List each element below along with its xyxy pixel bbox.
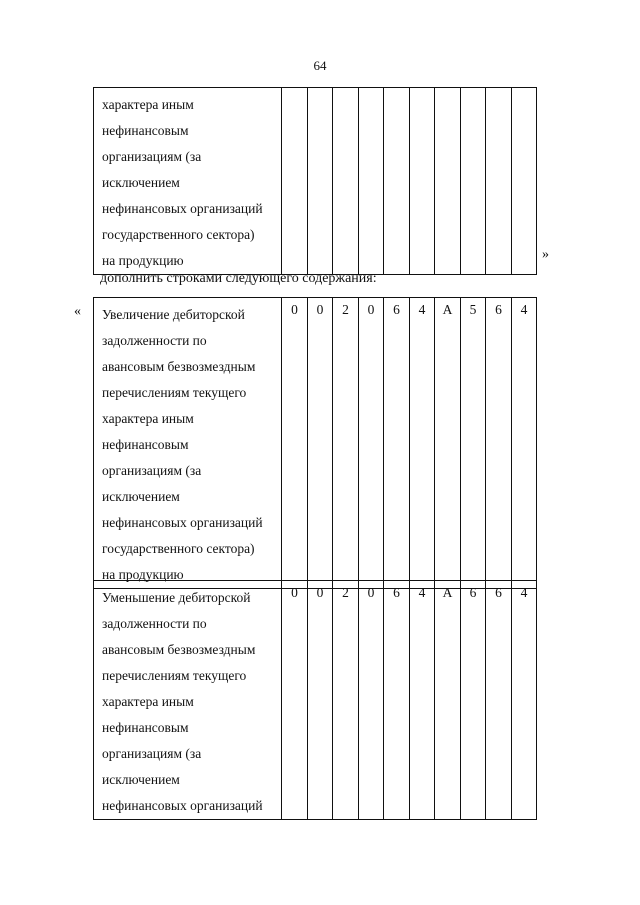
table-new-row-increase	[93, 297, 537, 589]
row-label	[94, 298, 282, 589]
code-cell: А	[435, 298, 461, 589]
code-cell	[461, 88, 486, 275]
table-row	[94, 581, 537, 820]
code-cell	[359, 88, 384, 275]
label-line: Увеличение дебиторской	[102, 307, 245, 322]
closing-quote: »	[542, 247, 549, 262]
code-cell: 4	[410, 581, 435, 820]
code-cell: 4	[410, 298, 435, 589]
label-line: нефинансовых организаций	[102, 201, 263, 216]
label-line: характера иным	[102, 694, 194, 709]
table-row	[94, 88, 537, 275]
code-cell: 2	[333, 298, 359, 589]
table-row	[94, 298, 537, 589]
label-line: Уменьшение дебиторской	[102, 590, 251, 605]
code-cell	[333, 88, 359, 275]
label-line: авансовым безвозмездным	[102, 642, 256, 657]
code-cell: 6	[486, 581, 512, 820]
code-cell	[410, 88, 435, 275]
table-continuation	[93, 87, 537, 275]
code-cell	[512, 88, 537, 275]
code-cell: 0	[359, 581, 384, 820]
code-cell: 4	[512, 581, 537, 820]
label-line: задолженности по	[102, 616, 207, 631]
label-line: на продукцию	[102, 567, 184, 582]
code-cell: 6	[486, 298, 512, 589]
code-cell	[282, 88, 308, 275]
label-line: перечислениям текущего	[102, 385, 247, 400]
label-line: нефинансовым	[102, 437, 189, 452]
label-line: государственного сектора)	[102, 227, 255, 242]
label-line: организациям (за	[102, 149, 202, 164]
label-line: организациям (за	[102, 463, 202, 478]
label-line: исключением	[102, 772, 180, 787]
code-cell	[384, 88, 410, 275]
code-cell	[308, 88, 333, 275]
code-cell: 2	[333, 581, 359, 820]
label-line: характера иным	[102, 411, 194, 426]
label-line: организациям (за	[102, 746, 202, 761]
label-line: государственного сектора)	[102, 541, 255, 556]
code-cell: 6	[461, 581, 486, 820]
label-line: задолженности по	[102, 333, 207, 348]
code-cell: 0	[308, 581, 333, 820]
code-cell: 4	[512, 298, 537, 589]
row-label	[94, 88, 282, 275]
label-line: перечислениям текущего	[102, 668, 247, 683]
code-cell: 0	[282, 298, 308, 589]
code-cell	[435, 88, 461, 275]
label-line: исключением	[102, 175, 180, 190]
code-cell: 0	[282, 581, 308, 820]
page-number: 64	[313, 58, 327, 73]
label-line: исключением	[102, 489, 180, 504]
label-line: нефинансовым	[102, 720, 189, 735]
label-line: нефинансовых организаций	[102, 798, 263, 813]
code-cell: 5	[461, 298, 486, 589]
label-line: авансовым безвозмездным	[102, 359, 256, 374]
label-line: на продукцию	[102, 253, 184, 268]
code-cell: 0	[308, 298, 333, 589]
code-cell: 6	[384, 298, 410, 589]
table-new-row-decrease	[93, 580, 537, 820]
code-cell	[486, 88, 512, 275]
label-line: характера иным	[102, 97, 194, 112]
label-line: нефинансовых организаций	[102, 515, 263, 530]
code-cell: 0	[359, 298, 384, 589]
intro-text: дополнить строками следующего содержания:	[100, 271, 377, 286]
label-line: нефинансовым	[102, 123, 189, 138]
code-cell: А	[435, 581, 461, 820]
code-cell: 6	[384, 581, 410, 820]
opening-quote: «	[74, 304, 81, 319]
row-label	[94, 581, 282, 820]
